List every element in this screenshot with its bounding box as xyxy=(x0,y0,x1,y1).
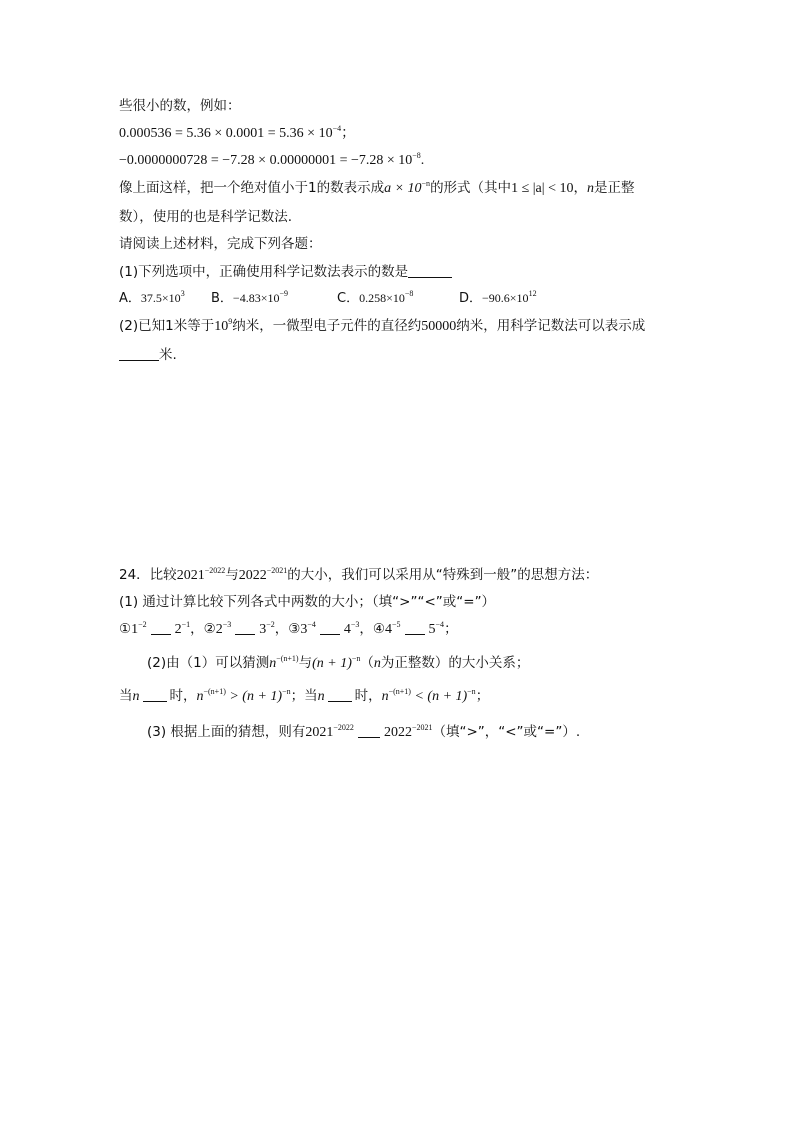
math-expression: > (n + 1) xyxy=(225,689,283,704)
math-exponent: −2 xyxy=(266,620,275,629)
math-exponent: −n xyxy=(467,687,476,696)
question-2-exponent: 9 xyxy=(228,317,233,326)
answer-blank[interactable] xyxy=(119,346,159,361)
question-24-stem xyxy=(119,565,598,586)
answer-blank[interactable] xyxy=(328,687,352,702)
option-label: A． xyxy=(119,291,141,306)
description-text: 像上面这样，把一个绝对值小于1的数表示成 xyxy=(119,180,385,196)
math-variable: n xyxy=(381,689,389,704)
question-24-part-2 xyxy=(147,653,529,674)
separator: ； xyxy=(444,621,458,637)
condition-text: 当 xyxy=(119,688,133,704)
part-2-text: 为正整数）的大小关系； xyxy=(380,655,530,671)
comparison-item-3 xyxy=(288,621,373,637)
option-b[interactable] xyxy=(211,288,337,309)
description-line-2 xyxy=(119,207,292,227)
math-exponent: −(n+1) xyxy=(276,654,299,663)
answer-blank[interactable] xyxy=(405,620,425,635)
part-3-text: (3) 根据上面的猜想，则有 xyxy=(147,724,306,740)
comparison-item-1 xyxy=(119,621,204,637)
description-text: 的形式（其中 xyxy=(430,180,512,196)
example-1-expr: 0.000536 = 5.36 × 0.0001 = 5.36 × 10 xyxy=(119,126,333,141)
option-label: C． xyxy=(337,291,360,306)
example-2 xyxy=(119,151,424,171)
option-c[interactable] xyxy=(337,288,459,309)
condition-text: 时， xyxy=(169,688,197,704)
example-1 xyxy=(119,124,355,144)
separator: ， xyxy=(274,621,289,637)
option-exponent: 12 xyxy=(528,289,537,298)
separator: ， xyxy=(190,621,204,637)
question-2-text: 纳米，用科学记数法可以表示成 xyxy=(456,318,646,334)
condition-text: ； xyxy=(475,688,490,704)
math-exponent: −2022 xyxy=(204,566,226,575)
option-a[interactable] xyxy=(119,288,211,309)
math-base: 4 xyxy=(343,622,351,637)
description-condition: 1 ≤ |a| < 10 xyxy=(511,181,574,196)
intro-text: 些很小的数，例如： xyxy=(119,98,241,114)
option-label: B． xyxy=(211,291,233,306)
example-1-exp: −4 xyxy=(332,124,342,133)
part-2-text: 与 xyxy=(298,655,313,671)
math-exponent: −3 xyxy=(350,620,360,629)
math-variable: n xyxy=(132,689,140,704)
question-1-text: (1)下列选项中，正确使用科学记数法表示的数是 xyxy=(119,264,409,280)
intro-line-1 xyxy=(119,96,241,116)
math-exponent: −n xyxy=(351,654,361,663)
option-exponent: 3 xyxy=(180,289,185,298)
description-expression: a × 10 xyxy=(384,181,422,196)
math-expression: (n + 1) xyxy=(312,656,352,671)
math-exponent: −1 xyxy=(181,620,191,629)
math-exponent: −n xyxy=(282,687,291,696)
example-2-expr: −0.0000000728 = −7.28 × 0.00000001 = −7.28 × 10 xyxy=(119,153,413,168)
description-line-1 xyxy=(119,178,634,199)
question-2-text: 米. xyxy=(159,347,177,363)
math-exponent: −2022 xyxy=(333,723,354,732)
part-2-text: （ xyxy=(360,655,374,671)
math-exponent: −2021 xyxy=(266,566,288,575)
math-variable: n xyxy=(373,656,381,671)
comparison-item-2 xyxy=(204,621,289,637)
math-exponent: −(n+1) xyxy=(388,687,411,696)
example-2-exp: −8 xyxy=(412,151,421,160)
math-base: 2021 xyxy=(176,568,205,583)
math-exponent: −4 xyxy=(435,620,445,629)
math-expression: < (n + 1) xyxy=(410,689,468,704)
example-2-end: . xyxy=(420,153,425,168)
question-2-text: (2)已知1米等于 xyxy=(119,318,215,334)
question-1 xyxy=(119,262,452,282)
comparison-item-4 xyxy=(373,621,458,637)
math-variable: n xyxy=(269,656,277,671)
example-1-end: ； xyxy=(341,126,356,141)
math-base: 2 xyxy=(174,622,182,637)
question-24-part-1 xyxy=(119,592,495,612)
option-value: −90.6×10 xyxy=(482,291,529,305)
math-exponent: −2 xyxy=(138,620,147,629)
math-base: 2 xyxy=(215,622,223,637)
math-base: 5 xyxy=(428,622,436,637)
math-exponent: −3 xyxy=(222,620,232,629)
question-2-number: 50000 xyxy=(421,319,457,334)
math-exponent: −4 xyxy=(307,620,316,629)
item-marker: ② xyxy=(203,621,216,637)
description-variable: n xyxy=(586,181,594,196)
option-label: D． xyxy=(459,291,483,306)
question-24-part-2-conditions xyxy=(119,686,489,707)
option-value: −4.83×10 xyxy=(232,291,280,305)
answer-blank[interactable] xyxy=(320,620,340,635)
math-exponent: −5 xyxy=(392,620,401,629)
option-value: 0.258×10 xyxy=(359,291,405,305)
math-base: 2022 xyxy=(238,568,267,583)
option-exponent: −8 xyxy=(404,289,414,298)
math-exponent: −2021 xyxy=(411,723,433,732)
answer-blank[interactable] xyxy=(235,620,255,635)
description-exponent: −n xyxy=(421,179,431,188)
description-text: 是正整 xyxy=(593,180,635,196)
description-text: ， xyxy=(573,180,587,196)
option-d[interactable] xyxy=(459,288,537,309)
description-text: 数），使用的也是科学记数法. xyxy=(119,209,293,225)
math-variable: n xyxy=(317,689,325,704)
question-2-number: 10 xyxy=(214,319,229,334)
option-value: 37.5×10 xyxy=(140,291,181,305)
option-exponent: −9 xyxy=(279,289,288,298)
condition-text: 时， xyxy=(354,688,382,704)
question-24-part-1-items xyxy=(119,619,458,640)
question-1-options xyxy=(119,288,537,309)
item-marker: ① xyxy=(119,621,132,637)
answer-blank[interactable] xyxy=(408,263,452,278)
part-2-text: (2)由（1）可以猜测 xyxy=(147,655,270,671)
math-variable: n xyxy=(196,689,204,704)
math-exponent: −(n+1) xyxy=(203,687,226,696)
answer-blank[interactable] xyxy=(358,723,380,738)
part-3-text: （填“>”，“<”或“=”）. xyxy=(432,724,581,740)
math-base: 2021 xyxy=(305,725,334,740)
question-24-number: 24．比较 xyxy=(119,567,177,583)
item-marker: ③ xyxy=(288,621,301,637)
separator: ， xyxy=(359,621,373,637)
math-base: 4 xyxy=(385,622,393,637)
math-base: 2022 xyxy=(383,725,412,740)
question-2-text: 纳米，一微型电子元件的直径约 xyxy=(232,318,422,334)
part-1-text: (1) 通过计算比较下列各式中两数的大小；（填“>”“<”或“=”） xyxy=(119,594,496,610)
math-base: 3 xyxy=(259,622,267,637)
question-24-text: 与 xyxy=(225,567,239,583)
math-base: 3 xyxy=(300,622,308,637)
answer-blank[interactable] xyxy=(151,620,171,635)
question-2-line-2 xyxy=(119,345,177,365)
question-24-text: 的大小，我们可以采用从“特殊到一般”的思想方法： xyxy=(287,567,599,583)
question-2-line-1 xyxy=(119,316,645,337)
math-base: 1 xyxy=(131,622,139,637)
question-24-part-3 xyxy=(147,722,580,743)
answer-blank[interactable] xyxy=(143,687,167,702)
prompt-text: 请阅读上述材料，完成下列各题： xyxy=(119,236,322,252)
item-marker: ④ xyxy=(372,621,386,637)
condition-text: ；当 xyxy=(290,688,318,704)
prompt-line xyxy=(119,234,322,254)
